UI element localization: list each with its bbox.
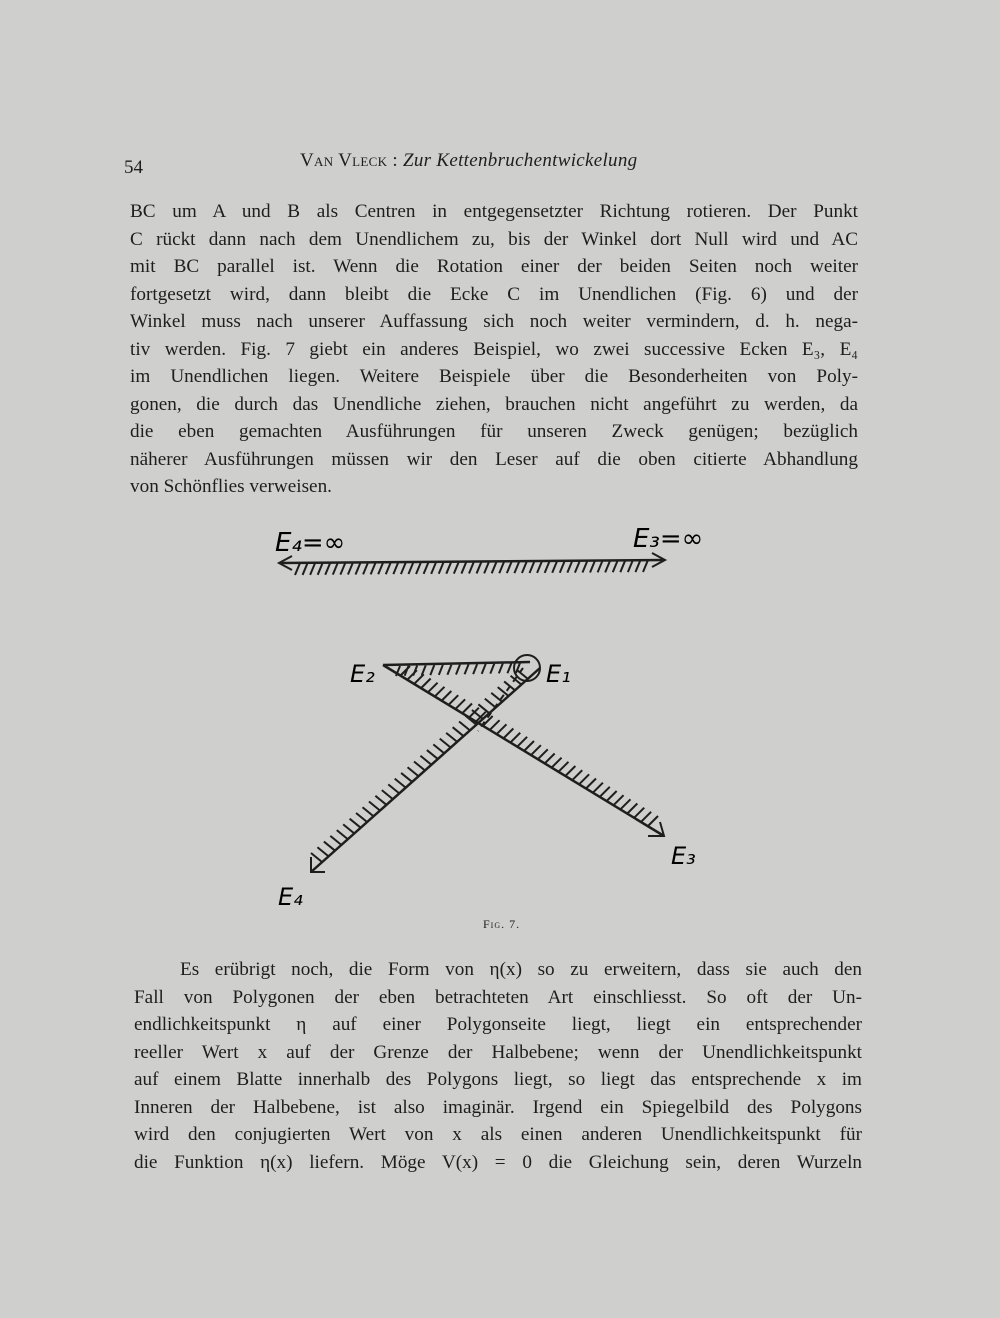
- hatch-mark: [461, 562, 466, 574]
- paragraph-2: [134, 956, 862, 1176]
- paragraph-line: mit BC parallel ist. Wenn die Rotation einer der beiden Seiten noch weiter: [130, 256, 858, 277]
- label-e1: E₁: [546, 660, 571, 688]
- hatch-mark: [575, 561, 580, 573]
- hatch-mark: [473, 664, 477, 674]
- running-head-title: Zur Kettenbruchentwickelung: [402, 150, 638, 171]
- hatch-mark: [531, 745, 541, 755]
- hatch-mark: [363, 562, 368, 574]
- hatch-mark: [317, 847, 328, 856]
- hatch-mark: [586, 779, 596, 789]
- hatch-mark: [401, 773, 412, 782]
- hatch-mark: [517, 737, 527, 747]
- hatch-mark: [558, 762, 568, 772]
- hatch-mark: [510, 733, 520, 743]
- hatch-mark: [446, 733, 457, 742]
- hatch-mark: [428, 683, 438, 693]
- hatch-mark: [356, 562, 361, 574]
- hatch-mark: [545, 561, 550, 573]
- hatch-mark: [369, 802, 380, 811]
- hatch-mark: [462, 704, 472, 714]
- hatch-mark: [482, 664, 486, 674]
- hatch-mark: [434, 687, 444, 697]
- hatch-mark: [524, 741, 534, 751]
- hatch-mark: [613, 560, 618, 572]
- hatch-mark: [446, 562, 451, 574]
- paragraph-line: wird den conjugierten Wert von x als einen anderen Unendlichkeitspunkt für: [134, 1124, 862, 1145]
- hatch-mark: [605, 560, 610, 572]
- running-head-author: Van Vleck: [300, 150, 388, 171]
- label-e3-infinity: E₃=∞: [633, 524, 704, 554]
- hatch-mark: [552, 561, 557, 573]
- hatch-mark: [485, 699, 496, 708]
- hatch-mark: [439, 665, 443, 675]
- paragraph-line: auf einem Blatte innerhalb des Polygons liegt, so liegt das entsprechende x im: [134, 1069, 862, 1090]
- hatch-mark: [560, 561, 565, 573]
- paragraph-line: fortgesetzt wird, dann bleibt die Ecke C im Unendlichen (Fig. 6) und der: [130, 283, 858, 305]
- top-edge-e2-e1: [383, 662, 530, 665]
- hatch-mark: [310, 563, 315, 575]
- hatch-mark: [348, 563, 353, 575]
- hatch-mark: [634, 808, 644, 818]
- hatch-mark: [350, 819, 361, 828]
- hatch-mark: [311, 853, 322, 862]
- hatch-mark: [572, 770, 582, 780]
- top-line: [280, 560, 664, 563]
- hatch-mark: [431, 562, 436, 574]
- hatch-mark: [477, 561, 482, 573]
- paragraph-line: endlichkeitspunkt η auf einer Polygonseite liegt, liegt ein entsprechender: [134, 1014, 862, 1035]
- hatch-mark: [530, 561, 535, 573]
- hatch-mark: [333, 563, 338, 575]
- figure-7: [0, 510, 1000, 930]
- paragraph-line: gonen, die durch das Unendliche ziehen, brauchen nicht angeführt zu werden, da: [130, 393, 858, 415]
- hatch-mark: [490, 664, 494, 674]
- paragraph-line: BC um A und B als Centren in entgegensetzter Richtung rotieren. Der Punkt: [130, 201, 858, 222]
- hatch-mark: [635, 560, 640, 572]
- hatch-mark: [448, 695, 458, 705]
- hatch-mark: [407, 670, 417, 680]
- hatch-mark: [453, 727, 464, 736]
- hatch-mark: [582, 561, 587, 573]
- hatch-mark: [552, 758, 562, 768]
- hatch-mark: [408, 767, 419, 776]
- hatch-mark: [456, 665, 460, 675]
- hatch-mark: [343, 824, 354, 833]
- hatch-mark: [388, 784, 399, 793]
- paragraph-line: die eben gemachten Ausführungen für unseren Zweck genügen; bezüglich: [130, 421, 858, 442]
- hatch-mark: [386, 562, 391, 574]
- hatch-mark: [579, 774, 589, 784]
- hatch-mark: [382, 790, 393, 799]
- hatch-mark: [371, 562, 376, 574]
- hatch-mark: [620, 799, 630, 809]
- hatch-mark: [593, 783, 603, 793]
- hatch-mark: [337, 830, 348, 839]
- hatch-mark: [491, 693, 502, 702]
- hatch-mark: [395, 779, 406, 788]
- hatch-mark: [607, 791, 617, 801]
- edge-to-e4: [311, 668, 540, 872]
- hatch-mark: [628, 560, 633, 572]
- figure-caption: Fig. 7.: [483, 917, 521, 931]
- paragraph-1: [130, 198, 858, 501]
- hatch-mark: [414, 674, 424, 684]
- hatch-mark: [440, 739, 451, 748]
- paragraph-line: C rückt dann nach dem Unendlichem zu, bis der Winkel dort Null wird und AC: [130, 228, 858, 250]
- hatch-mark: [422, 665, 426, 675]
- paragraph-line: reeller Wert x auf der Grenze der Halbebene; wenn der Unendlichkeitspunkt: [134, 1041, 862, 1063]
- hatch-mark: [459, 721, 470, 730]
- hatch-mark: [514, 561, 519, 573]
- hatch-mark: [507, 663, 511, 673]
- paragraph-line: tiv werden. Fig. 7 giebt ein anderes Beispiel, wo zwei successive Ecken E₃, E₄: [130, 338, 858, 360]
- running-head-separator: :: [387, 150, 403, 171]
- running-head: [300, 150, 637, 172]
- hatch-mark: [490, 720, 500, 730]
- hatch-mark: [455, 699, 465, 709]
- hatch-mark: [324, 842, 335, 851]
- hatch-mark: [330, 836, 341, 845]
- hatch-mark: [375, 796, 386, 805]
- hatch-mark: [414, 762, 425, 771]
- hatch-mark: [439, 562, 444, 574]
- label-e2: E₂: [350, 660, 375, 688]
- hatch-mark: [363, 807, 374, 816]
- paragraph-line: von Schönflies verweisen.: [130, 476, 332, 497]
- hatch-mark: [590, 560, 595, 572]
- hatch-mark: [421, 679, 431, 689]
- hatch-mark: [538, 749, 548, 759]
- hatch-mark: [600, 787, 610, 797]
- hatch-mark: [545, 754, 555, 764]
- hatch-mark: [503, 729, 513, 739]
- hatch-mark: [430, 665, 434, 675]
- hatch-mark: [567, 561, 572, 573]
- hatch-mark: [325, 563, 330, 575]
- hatch-mark: [416, 562, 421, 574]
- hatch-mark: [614, 795, 624, 805]
- label-e3: E₃: [671, 842, 696, 870]
- hatch-mark: [433, 744, 444, 753]
- hatch-mark: [295, 563, 300, 575]
- hatch-mark: [447, 665, 451, 675]
- hatch-mark: [318, 563, 323, 575]
- label-e4: E₄: [278, 883, 303, 911]
- paragraph-line: Es erübrigt noch, die Form von η(x) so zu erweitern, dass sie auch den: [180, 959, 862, 980]
- hatch-mark: [401, 562, 406, 574]
- hatch-mark: [484, 561, 489, 573]
- paragraph-line: Winkel muss nach unserer Auffassung sich noch weiter vermindern, d. h. nega-: [130, 311, 858, 332]
- hatch-mark: [496, 724, 506, 734]
- hatch-mark: [627, 804, 637, 814]
- label-e4-infinity: E₄=∞: [275, 528, 346, 558]
- hatch-mark: [507, 561, 512, 573]
- paragraph-line: Fall von Polygonen der eben betrachteten Art einschliesst. So oft der Un-: [134, 986, 862, 1008]
- hatch-mark: [441, 691, 451, 701]
- hatch-mark: [648, 816, 658, 826]
- hatch-mark: [408, 562, 413, 574]
- hatch-mark: [499, 561, 504, 573]
- hatch-mark: [378, 562, 383, 574]
- hatch-mark: [537, 561, 542, 573]
- hatch-mark: [427, 750, 438, 759]
- hatch-mark: [641, 812, 651, 822]
- hatch-mark: [465, 664, 469, 674]
- hatch-mark: [499, 663, 503, 673]
- edge-e2-e3: [383, 665, 664, 836]
- hatch-mark: [393, 562, 398, 574]
- paragraph-line: die Funktion η(x) liefern. Möge V(x) = 0 die Gleichung sein, deren Wurzeln: [134, 1151, 862, 1173]
- page-number: 54: [124, 157, 143, 178]
- hatch-mark: [598, 560, 603, 572]
- paragraph-line: Inneren der Halbebene, ist also imaginär. Irgend ein Spiegelbild des Polygons: [134, 1096, 862, 1118]
- hatch-mark: [420, 756, 431, 765]
- paragraph-line: im Unendlichen liegen. Weitere Beispiele über die Besonderheiten von Poly-: [130, 366, 858, 387]
- hatch-mark: [356, 813, 367, 822]
- hatch-mark: [492, 561, 497, 573]
- hatch-mark: [424, 562, 429, 574]
- hatch-mark: [620, 560, 625, 572]
- hatch-mark: [478, 704, 489, 713]
- hatch-mark: [303, 563, 308, 575]
- hatch-mark: [643, 560, 648, 572]
- hatch-mark: [565, 766, 575, 776]
- hatch-mark: [522, 561, 527, 573]
- hatch-mark: [472, 710, 483, 719]
- hatch-mark: [340, 563, 345, 575]
- hatch-mark: [454, 562, 459, 574]
- paragraph-line: näherer Ausführungen müssen wir den Leser auf die oben citierte Abhandlung: [130, 448, 858, 470]
- hatch-mark: [469, 562, 474, 574]
